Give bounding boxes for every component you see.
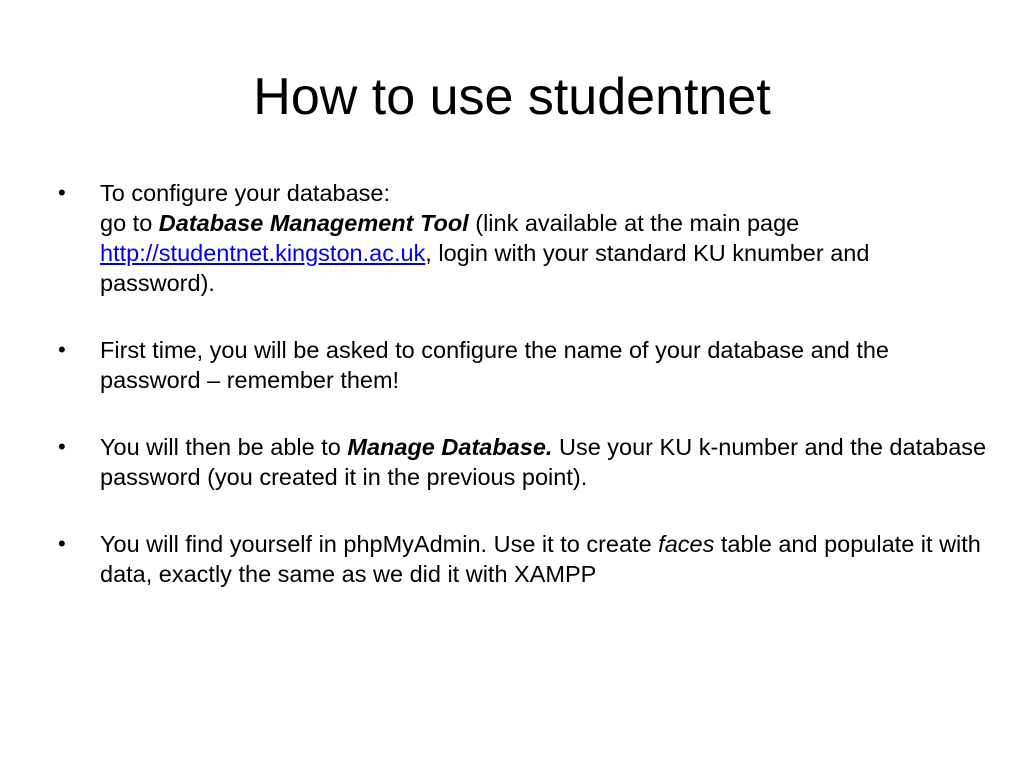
bullet-text: Use your KU k-number and the database password (you created it in the previous point). bbox=[100, 434, 987, 490]
bullet-marker: • bbox=[58, 531, 66, 556]
emphasis-text: faces bbox=[658, 531, 715, 557]
bullet-item-manage-database bbox=[58, 432, 988, 492]
bullet-text: First time, you will be asked to configure the name of your database and the password – remember them! bbox=[100, 337, 889, 393]
bullet-marker: • bbox=[58, 434, 66, 459]
bullet-text bbox=[100, 238, 988, 298]
bullet-text: You will find yourself in phpMyAdmin. Use it to create bbox=[100, 531, 659, 557]
bullet-text: go to bbox=[100, 210, 159, 236]
bullet-item-first-time bbox=[58, 335, 988, 395]
bullet-marker: • bbox=[58, 180, 66, 205]
bullet-text: , login with your standard KU knumber and password). bbox=[100, 240, 870, 296]
emphasis-text: Database Management Tool bbox=[158, 210, 469, 236]
bullet-marker: • bbox=[58, 337, 66, 362]
bullet-list bbox=[58, 178, 988, 626]
slide-title: How to use studentnet bbox=[253, 68, 771, 126]
bullet-text bbox=[100, 208, 988, 238]
bullet-text: To configure your database: bbox=[100, 180, 391, 206]
emphasis-text: Manage Database. bbox=[347, 434, 553, 460]
bullet-text: (link available at the main page bbox=[468, 210, 800, 236]
bullet-item-configure bbox=[58, 178, 988, 298]
bullet-item-phpmyadmin bbox=[58, 529, 988, 589]
studentnet-link[interactable]: http://studentnet.kingston.ac.uk bbox=[100, 240, 426, 266]
bullet-text: You will then be able to bbox=[100, 434, 348, 460]
bullet-text: table and populate it with data, exactly the same as we did it with XAMPP bbox=[100, 531, 981, 587]
